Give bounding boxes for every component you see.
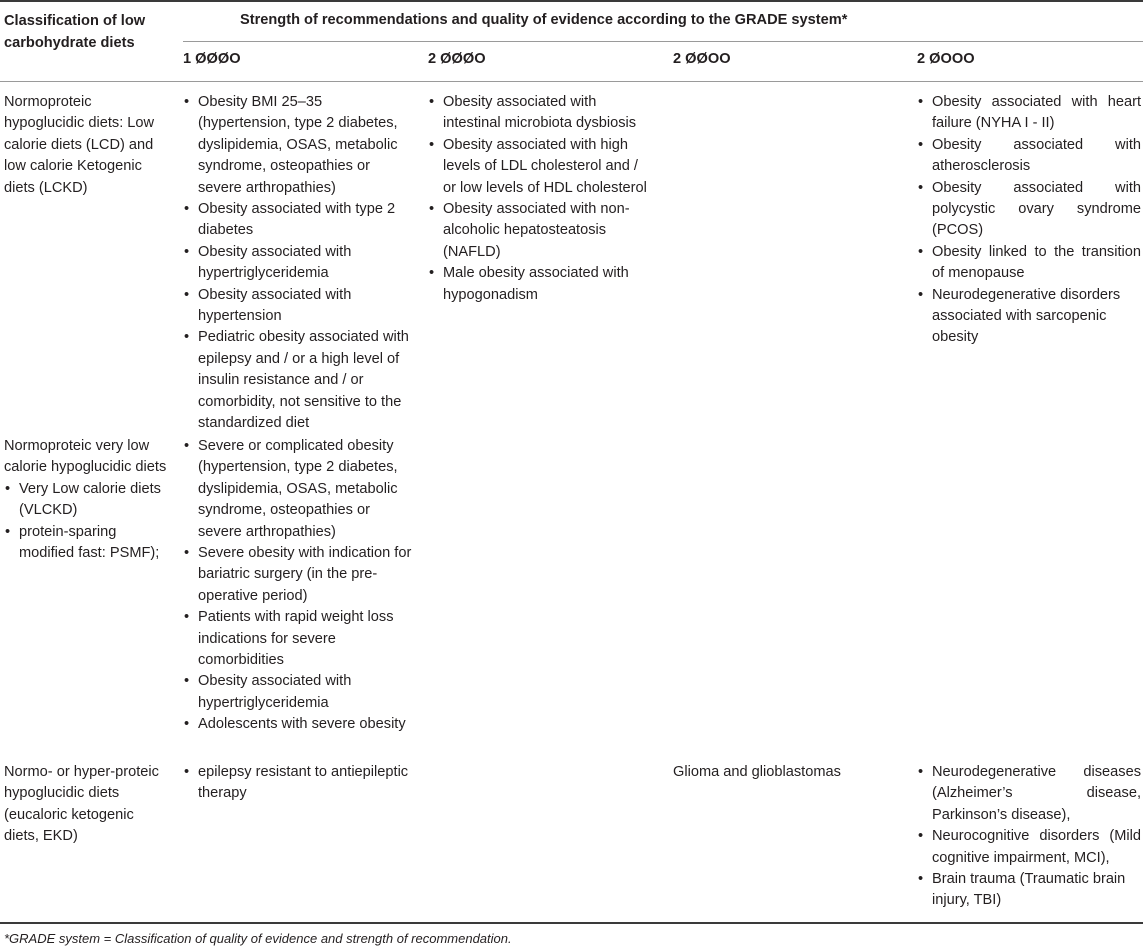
list-item: • Obesity associated with high levels of LDL cholesterol and / or low levels of HDL cholesterol	[428, 135, 650, 199]
list-item: • Obesity associated with intestinal microbiota dysbiosis	[428, 92, 650, 135]
table-footnote: *GRADE system = Classification of quality of evidence and strength of recommendation.	[4, 931, 512, 946]
list-item: • Obesity linked to the transition of menopause	[917, 242, 1141, 285]
row3-col3-text: Glioma and glioblastomas	[673, 764, 841, 780]
list-item: • Obesity associated with non-alcoholic hepatosteatosis (NAFLD)	[428, 199, 650, 263]
list-item: • Neurodegenerative disorders associated with sarcopenic obesity	[917, 285, 1141, 349]
row2-classification: Normoproteic very low calorie hypoglucidic diets	[4, 438, 167, 476]
list-item: • Neurocognitive disorders (Mild cognitive impairment, MCI),	[917, 826, 1141, 869]
row1-classification: Normoproteic hypoglucidic diets: Low calorie diets (LCD) and low calorie Ketogenic diets (LCKD)	[4, 94, 155, 196]
header-col-2: 2 ØØØO	[428, 51, 486, 67]
row1-col4-list	[917, 92, 1141, 349]
header-grade-title: Strength of recommendations and quality of evidence according to the GRADE system*	[240, 12, 848, 28]
row3-classification: Normo- or hyper-proteic hypoglucidic diets (eucaloric ketogenic diets, EKD)	[4, 764, 159, 845]
header-classification: Classification of low carbohydrate diets	[4, 13, 146, 51]
list-item: • Obesity associated with type 2 diabetes	[183, 199, 415, 242]
header-bottom-rule	[0, 81, 1143, 82]
row1-col2-list	[428, 92, 650, 306]
list-item: • Very Low calorie diets (VLCKD)	[4, 479, 169, 522]
row3-col4-list	[917, 762, 1141, 912]
list-item: • Severe or complicated obesity (hypertension, type 2 diabetes, dyslipidemia, OSAS, metabolic syndrome, osteopathies or severe arthropathies)	[183, 436, 415, 543]
list-item: • Obesity associated with hypertriglyceridemia	[183, 671, 415, 714]
header-col-4: 2 ØOOO	[917, 51, 975, 67]
row2-col1-list	[183, 436, 415, 736]
row1-col1-list	[183, 92, 415, 435]
list-item: • Brain trauma (Traumatic brain injury, TBI)	[917, 869, 1141, 912]
list-item: • Obesity BMI 25–35 (hypertension, type 2 diabetes, dyslipidemia, OSAS, metabolic syndrome, osteopathies or severe arthropathies)	[183, 92, 415, 199]
table-top-rule	[0, 0, 1143, 2]
row2-classification-list	[4, 479, 169, 565]
list-item: • Severe obesity with indication for bariatric surgery (in the pre-operative period)	[183, 543, 415, 607]
header-col-1: 1 ØØØO	[183, 51, 241, 67]
list-item: • Pediatric obesity associated with epilepsy and / or a high level of insulin resistance and / or comorbidity, not sensitive to the standardized diet	[183, 327, 415, 434]
list-item: • epilepsy resistant to antiepileptic therapy	[183, 762, 415, 805]
row3-col1-list	[183, 762, 415, 805]
grade-subheader-rule	[183, 41, 1143, 42]
list-item: • Obesity associated with atherosclerosis	[917, 135, 1141, 178]
list-item: • Obesity associated with hypertension	[183, 285, 415, 328]
list-item: • Obesity associated with heart failure (NYHA I - II)	[917, 92, 1141, 135]
list-item: • Neurodegenerative diseases (Alzheimer’s disease, Parkinson’s disease),	[917, 762, 1141, 826]
table-bottom-rule	[0, 922, 1143, 924]
list-item: • Male obesity associated with hypogonadism	[428, 263, 650, 306]
list-item: • Patients with rapid weight loss indications for severe comorbidities	[183, 607, 415, 671]
list-item: • Obesity associated with hypertriglyceridemia	[183, 242, 415, 285]
row2-classification-cell	[4, 436, 169, 564]
header-col-3: 2 ØØOO	[673, 51, 731, 67]
list-item: • protein-sparing modified fast: PSMF);	[4, 522, 169, 565]
list-item: • Adolescents with severe obesity	[183, 714, 415, 735]
list-item: • Obesity associated with polycystic ovary syndrome (PCOS)	[917, 178, 1141, 242]
